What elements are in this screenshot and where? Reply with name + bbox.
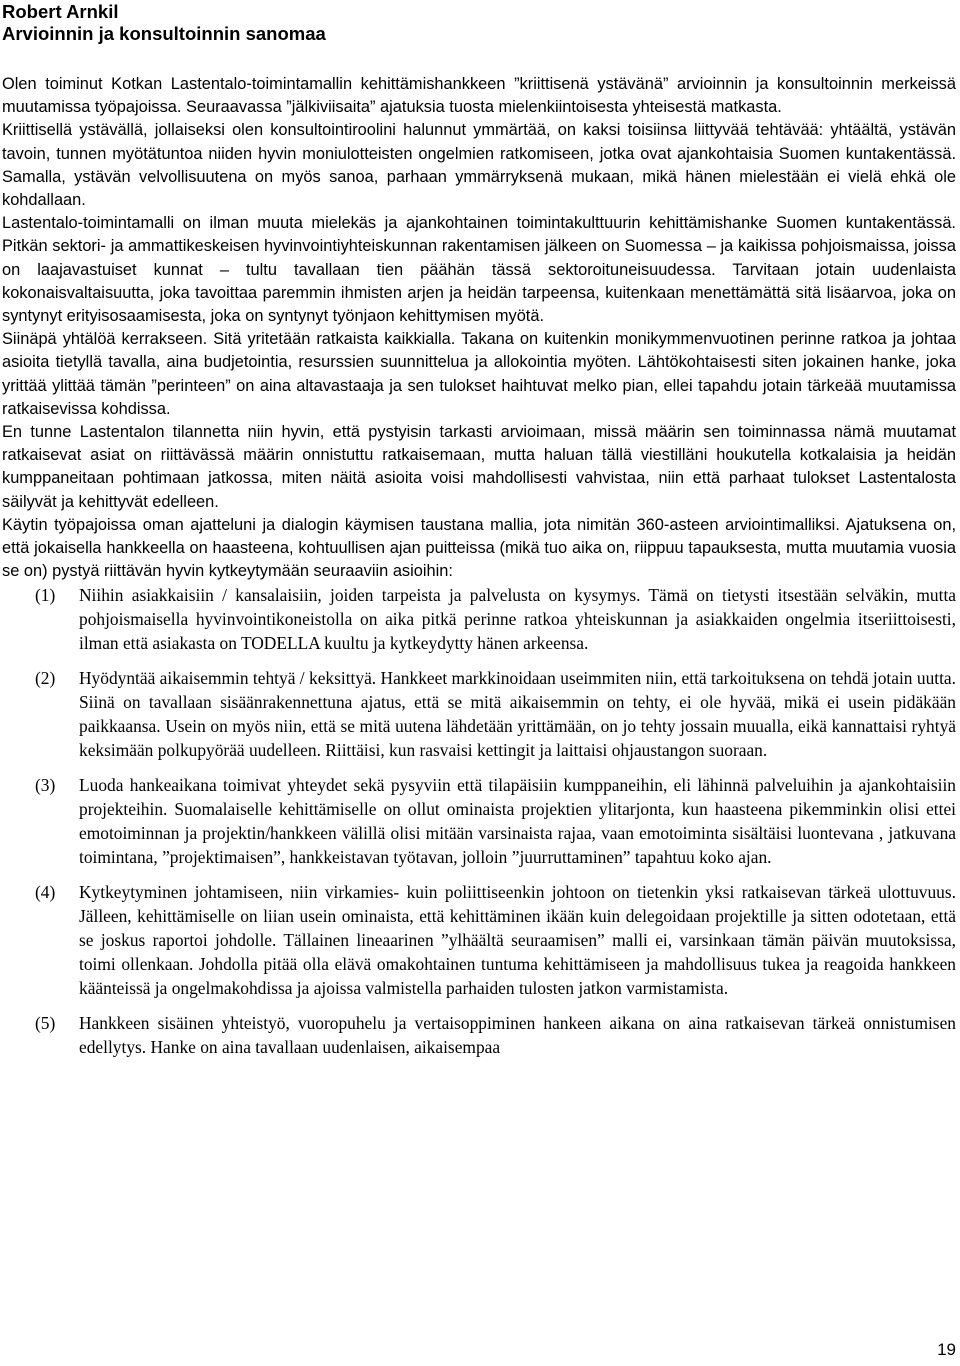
list-item: [2, 583, 956, 655]
list-item: [2, 1011, 956, 1059]
page-number: 19: [937, 1340, 956, 1359]
article-title: Arvioinnin ja konsultoinnin sanomaa: [2, 23, 326, 44]
numbered-list: [2, 583, 956, 1059]
list-item-number: (4): [35, 882, 56, 903]
paragraph-equation: Siinäpä yhtälöä kerrakseen. Sitä yritetään ratkaista kaikkialla. Takana on kuitenkin monikymmenvuotinen perinne ratkoa ja johtaa asioita tietyllä tavalla, aina budjetointia, resurssien suunnittelua ja allokointia myöten. Lähtökohtaisesti siten jokainen hanke, joka yrittää ylittää tämän ”perinteen” on aina altavastaaja ja sen tulokset haihtuvat melko pian, ellei tapahdu jotain tärkeää muutamissa ratkaisevissa kohdissa.: [2, 330, 956, 418]
list-item-text: Luoda hankeaikana toimivat yhteydet sekä pysyviin että tilapäisiin kumppaneihin, eli lähinnä palveluihin ja ajankohtaisiin projekteihin. Suomalaiselle kehittämiselle on ollut ominaista projektien ylitarjonta, kun haasteena pikemminkin olisi ettei emotoiminnan ja projektin/hankkeen välillä olisi mitään varsinaista rajaa, vaan emotoiminta sisältäisi luontevana , jatkuvana toimintana, ”projektimaisen”, hankkeistavan työtavan, jolloin ”juurruttaminen” tapahtuu koko ajan.: [79, 775, 956, 868]
paragraph-lastentalo-model: Lastentalo-toimintamalli on ilman muuta mielekäs ja ajankohtainen toimintakulttuurin kehittämishanke Suomen kuntakentässä. Pitkän sektori- ja ammattikeskeisen hyvinvointiyhteiskunnan rakentamisen jälkeen on Suomessa – ja kaikissa pohjoismaissa, joissa on laajavastuiset kunnat – tultu tavallaan tien päähän tässä sektoroituneisuudessa. Tarvitaan jotain uudenlaista kokonaisvaltaisuutta, joka tavoittaa paremmin ihmisten arjen ja heidän tarpeensa, kuitenkaan menettämättä sitä lisäarvoa, joka on syntynyt erityisosaamisesta, joka on syntynyt työnjaon kehittymisen myötä.: [2, 214, 956, 326]
heading-spacer: [2, 45, 956, 73]
list-item-text: Hyödyntää aikaisemmin tehtyä / keksittyä. Hankkeet markkinoidaan useimmiten niin, että tarkoituksena on tehdä jotain uutta. Siinä on tavallaan sisäänrakennettuna ajatus, että se mitä aikaisemmin on tehty, ei ole hyvää, mikä ei usein pidäkään paikkaansa. Usein on myös niin, että se mitä uutena lähdetään yrittämään, on jo tehty jossain muualla, eikä kannattaisi ryhtyä keksimään polkupyörää uudelleen. Riittäisi, kun rasvaisi kettingit ja laittaisi ohjaustangon suoraan.: [79, 668, 956, 761]
paragraph-situation: En tunne Lastentalon tilannetta niin hyvin, että pystyisin tarkasti arvioimaan, missä määrin sen toiminnassa nämä muutamat ratkaisevat asiat on riittävässä määrin onnistuttu ratkaisemaan, mutta haluan tällä viestilläni houkutella kotkalaisia ja heidän kumppaneitaan pohtimaan jatkossa, miten näitä asioita voisi mahdollisesti vahvistaa, niin että parhaat tulokset Lastentalosta säilyvät ja kehittyvät edelleen.: [2, 423, 956, 511]
list-item-text: Kytkeytyminen johtamiseen, niin virkamies- kuin poliittiseenkin johtoon on tietenkin yksi ratkaisevan tärkeä ulottuvuus. Jälleen, kehittämiselle on liian usein ominaista, että kehittäminen ikään kuin delegoidaan projektille ja sitten odotetaan, että se joskus raportoi johdolle. Tällainen lineaarinen ”ylhäältä seuraamisen” malli ei, varsinkaan tämän päivän muutoksissa, toimi ollenkaan. Johdolla pitää olla elävä omakohtainen tuntuma kehittämiseen ja mahdollisuus tukea ja reagoida hankkeen käänteissä ja ongelmakohdissa ja ajoissa valmistella parhaiden tulosten jatkon varmistamista.: [79, 882, 956, 999]
list-item-number: (1): [35, 585, 56, 606]
paragraph-360-model: Käytin työpajoissa oman ajatteluni ja dialogin käymisen taustana mallia, jota nimitän 360-asteen arviointimalliksi. Ajatuksena on, että jokaisella hankkeella on haasteena, kohtuullisen ajan puitteissa (mikä tuo aika on, riippuu tapauksesta, mutta muutamia vuosia se on) pystyä riittävän hyvin kytkeytymään seuraaviin asioihin:: [2, 515, 956, 581]
paragraph-critical-friend: Kriittisellä ystävällä, jollaiseksi olen konsultointiroolini halunnut ymmärtää, on kaksi toisiinsa liittyvää tehtävää: yhtäältä, ystävän tavoin, tunnen myötätuntoa niiden hyvin moniulotteisten ongelmien ratkomiseen, jotka ovat ajankohtaisia Suomen kuntakentässä. Samalla, ystävän velvollisuutena on myös sanoa, parhaan ymmärryksenä mukaan, mikä hänen mielestään ei vielä ehkä ole kohdallaan.: [2, 121, 956, 210]
document-page: [2, 0, 956, 1070]
list-item-text: Hankkeen sisäinen yhteistyö, vuoropuhelu ja vertaisoppiminen hankeen aikana on aina ratkaisevan tärkeä onnistumisen edellytys. Hanke on aina tavallaan uudenlaisen, aikaisempaa: [79, 1013, 956, 1058]
list-item: [2, 773, 956, 869]
list-item-number: (5): [35, 1013, 56, 1034]
author-name: Robert Arnkil: [2, 1, 119, 22]
paragraph-intro: Olen toiminut Kotkan Lastentalo-toimintamallin kehittämishankkeen ”kriittisenä ystävänä” arvioinnin ja konsultoinnin merkeissä muutamissa työpajoissa. Seuraavassa ”jälkiviisaita” ajatuksia tuosta mielenkiintoisesta yhteisestä matkasta.: [2, 75, 956, 117]
list-item: [2, 880, 956, 1000]
list-item-number: (2): [35, 668, 56, 689]
list-item-number: (3): [35, 775, 56, 796]
list-item: [2, 666, 956, 762]
list-item-text: Niihin asiakkaisiin / kansalaisiin, joiden tarpeista ja palvelusta on kysymys. Tämä on tietysti itsestään selväkin, mutta pohjoismaisella hyvinvointikoneistolla on aika pitkä perinne ratkoa yhteiskunnan ja asiakkaiden ongelmia itseriittoisesti, ilman että asiakasta on TODELLA kuultu ja kytkeydytty hänen arkeensa.: [79, 585, 956, 654]
